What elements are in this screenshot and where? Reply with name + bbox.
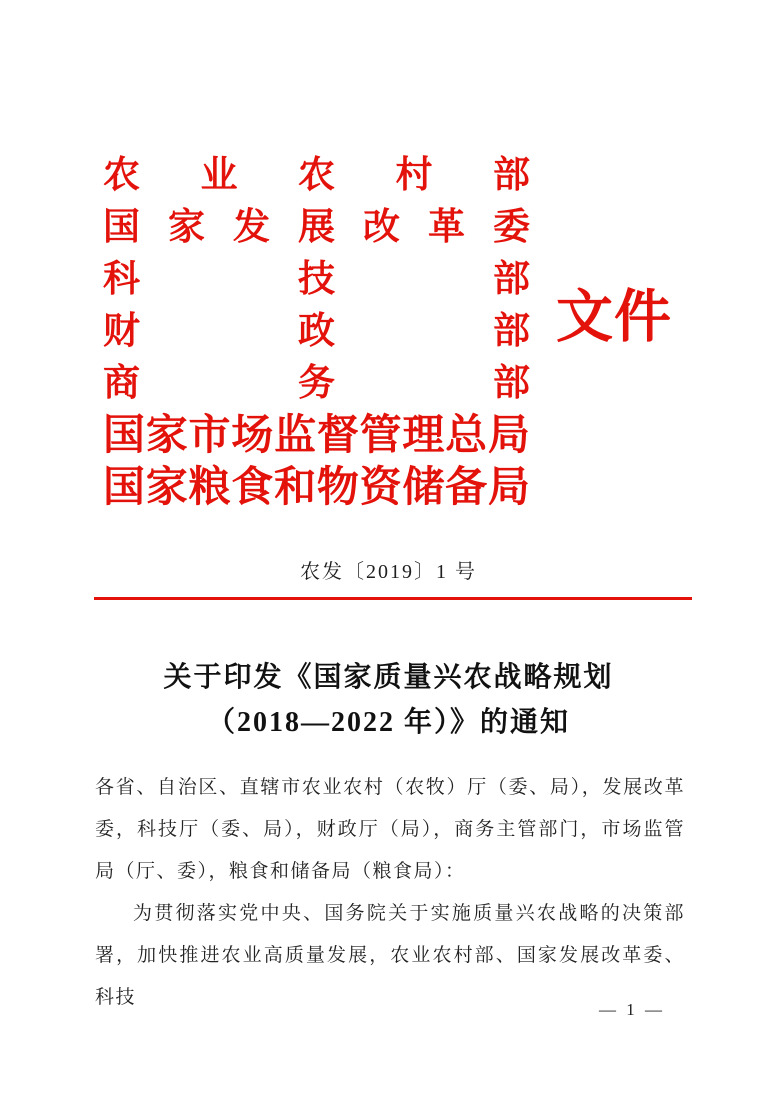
addressee-paragraph: 各省、自治区、直辖市农业农村（农牧）厅（委、局），发展改革委，科技厅（委、局），财政厅（局），商务主管部门，市场监管局（厅、委），粮食和储备局（粮食局）： xyxy=(95,777,685,882)
agency-name-most: 科 技 部 xyxy=(103,259,530,300)
letterhead-agency-block xyxy=(103,150,530,514)
body-paragraph: 为贯彻落实党中央、国务院关于实施质量兴农战略的决策部署，加快推进农业高质量发展，农业农村部、国家发展改革委、科技 xyxy=(95,903,685,1008)
document-type-label: 文件 xyxy=(556,286,672,349)
agency-name-ndrc: 国 家 发 展 改 革 委 xyxy=(103,207,530,248)
document-title-line1: 关于印发《国家质量兴农战略规划 xyxy=(163,662,614,693)
document-body xyxy=(95,767,685,1019)
agency-name-mof: 财 政 部 xyxy=(103,311,530,352)
red-divider-line xyxy=(94,597,692,600)
agency-name-moa: 农 业 农 村 部 xyxy=(103,155,530,196)
agency-name-grain-reserve: 国 家 粮 食 和 物 资 储 备 局 xyxy=(103,465,530,511)
document-title-line2: （2018—2022 年）》的通知 xyxy=(206,707,570,738)
agency-name-samr: 国 家 市 场 监 督 管 理 总 局 xyxy=(103,413,530,459)
document-reference-number: 农发〔2019〕1 号 xyxy=(300,561,477,583)
page-number: — 1 — xyxy=(599,1000,665,1019)
document-title xyxy=(0,655,777,745)
agency-name-mofcom: 商 务 部 xyxy=(103,363,530,404)
